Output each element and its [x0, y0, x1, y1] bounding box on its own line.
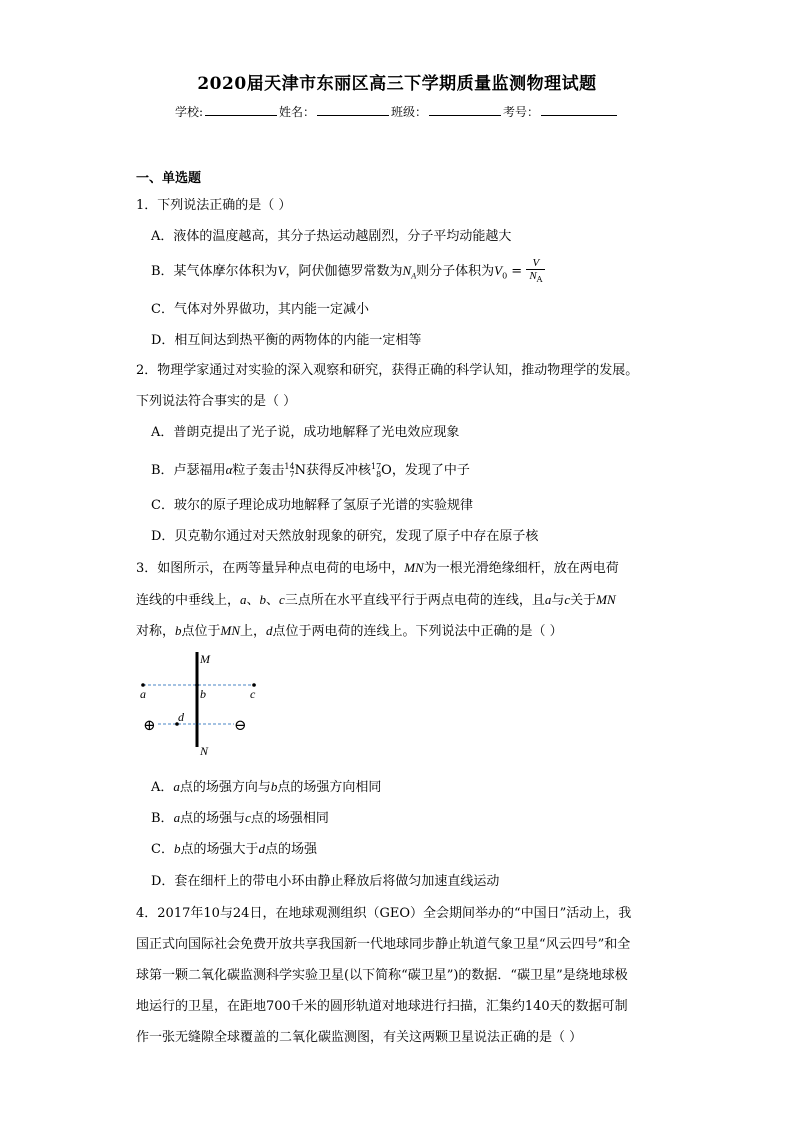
- exam-no-label: 考号：: [503, 105, 540, 119]
- label-d: d: [178, 710, 184, 724]
- q4-line2: 国正式向国际社会免费开放共享我国新一代地球同步静止轨道气象卫星“风云四号”和全: [136, 937, 631, 952]
- name-blank[interactable]: [317, 103, 389, 116]
- q4-line5: 作一张无缝隙全球覆盖的二氧化碳监测图，有关这两颗卫星说法正确的是（ ）: [136, 1030, 583, 1045]
- q3-stem-line1: 3．如图所示，在两等量异种点电荷的电场中，MN为一根光滑绝缘细杆，放在两电荷: [136, 560, 619, 576]
- q4-line1: 4．2017年10与24日，在地球观测组织（GEO）全会期间举办的“中国日”活动上，我: [136, 906, 632, 921]
- label-a: a: [140, 687, 146, 701]
- q4-line3: 球第一颗二氧化碳监测科学实验卫星(以下简称“碳卫星”)的数据．“碳卫星”是绕地球极: [136, 968, 628, 983]
- q1-option-d: D．相互间达到热平衡的两物体的内能一定相等: [151, 333, 422, 348]
- q1-option-a: A．液体的温度越高，其分子热运动越剧烈，分子平均动能越大: [151, 229, 512, 244]
- label-c: c: [250, 687, 256, 701]
- q3-option-c: C．b点的场强大于d点的场强: [151, 841, 317, 857]
- q3-option-d: D．套在细杆上的带电小环由静止释放后将做匀加速直线运动: [151, 874, 500, 889]
- school-label: 学校:: [174, 105, 203, 119]
- q1-option-b: B．某气体摩尔体积为V，阿伏伽德罗常数为$N_A$则分子体积为$V_0$ = $\frac{V}{N_A}$: [151, 257, 545, 286]
- q1-option-c: C．气体对外界做功，其内能一定减小: [151, 302, 369, 317]
- page-title: 2020届天津市东丽区高三下学期质量监测物理试题: [197, 74, 597, 94]
- class-label: 班级：: [391, 105, 428, 119]
- label-b: b: [200, 687, 206, 701]
- q2-stem-line2: 下列说法符合事实的是（ ）: [136, 394, 297, 409]
- q4-line4: 地运行的卫星，在距地700千米的圆形轨道对地球进行扫描，汇集约140天的数据可制: [136, 999, 628, 1014]
- school-blank[interactable]: [205, 103, 277, 116]
- q3-option-b: B．a点的场强与c点的场强相同: [151, 810, 329, 826]
- q3-stem-line3: 对称，b点位于MN上，d点位于两电荷的连线上。下列说法中正确的是（ ）: [136, 623, 563, 639]
- q2-stem-line1: 2．物理学家通过对实验的深入观察和研究，获得正确的科学认知，推动物理学的发展。: [136, 363, 639, 378]
- q2-option-d: D．贝克勒尔通过对天然放射现象的研究，发现了原子中存在原子核: [151, 529, 539, 544]
- exam-no-blank[interactable]: [541, 103, 617, 116]
- label-n: N: [200, 744, 209, 758]
- q3-option-a: A．a点的场强方向与b点的场强方向相同: [151, 779, 382, 795]
- name-label: 姓名：: [279, 105, 316, 119]
- q2-option-a: A．普朗克提出了光子说，成功地解释了光电效应现象: [151, 425, 460, 440]
- negative-charge-icon: ⊖: [234, 718, 247, 734]
- molecule-volume-fraction: $\frac{V}{N_A}$: [526, 257, 545, 286]
- class-blank[interactable]: [429, 103, 501, 116]
- positive-charge-icon: ⊕: [143, 718, 156, 734]
- label-m: M: [200, 652, 210, 666]
- q1-stem: 1．下列说法正确的是（ ）: [136, 198, 292, 213]
- q3-field-figure: [130, 648, 270, 760]
- q3-stem-line2: 连线的中垂线上，a、b、c三点所在水平直线平行于两点电荷的连线，且a与c关于MN: [136, 592, 616, 608]
- q2-option-b: B．卢瑟福用α粒子轰击 14 7 N获得反冲核 17 8 O，发现了中子: [151, 461, 470, 479]
- section-header: 一、单选题: [136, 171, 202, 186]
- point-b: [195, 683, 199, 687]
- q2-option-c: C．玻尔的原子理论成功地解释了氢原子光谱的实验规律: [151, 498, 473, 513]
- student-info-line: [0, 103, 794, 120]
